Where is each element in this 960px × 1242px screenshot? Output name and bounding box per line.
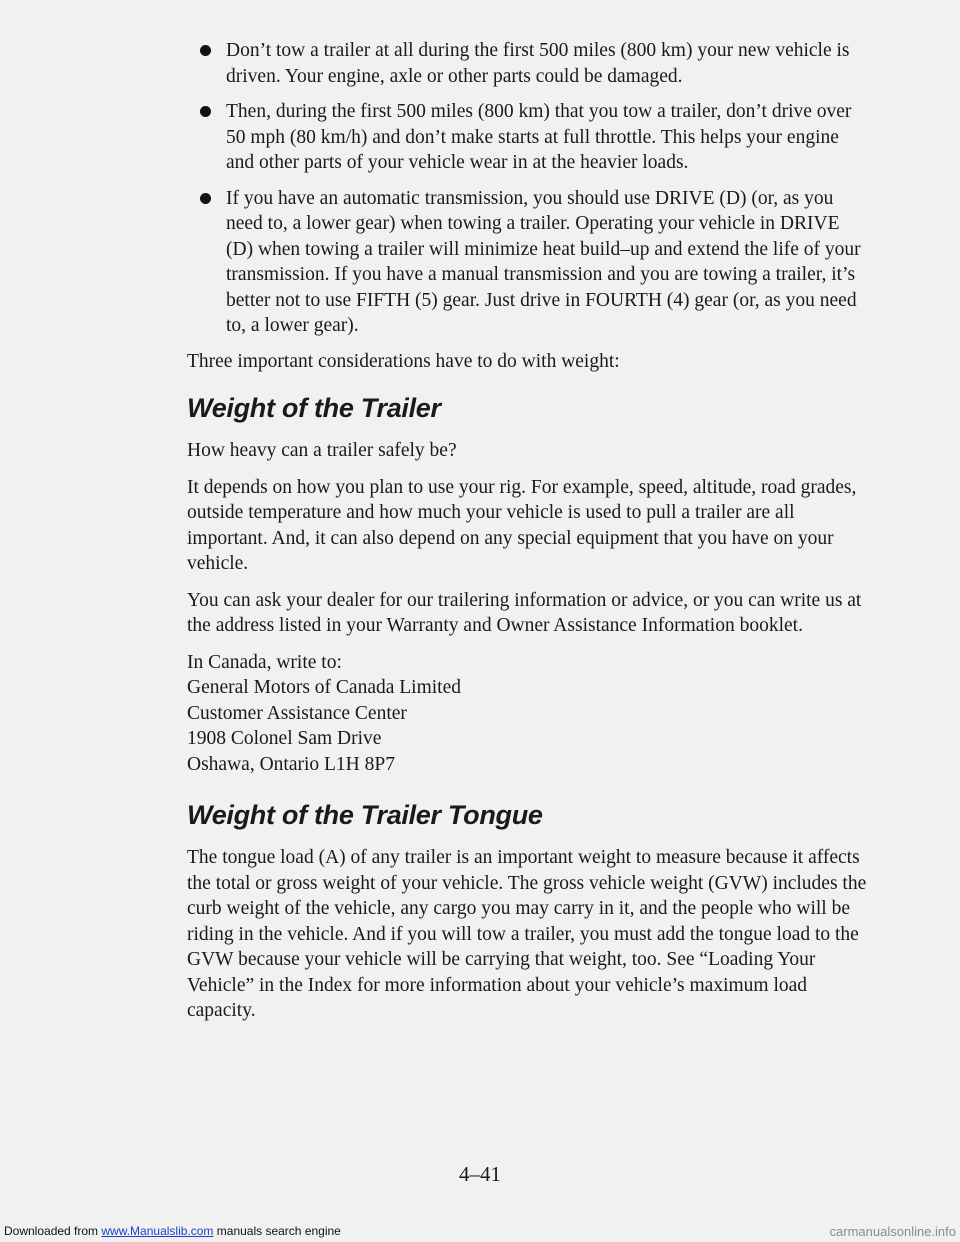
bullet-list (187, 38, 867, 339)
bullet-dot-icon (200, 45, 211, 56)
list-item (187, 38, 867, 89)
bullet-dot-icon (200, 106, 211, 117)
section-heading-trailer-weight: Weight of the Trailer (187, 393, 441, 423)
watermark-text: carmanualsonline.info (829, 1224, 956, 1239)
download-footer (0, 1221, 960, 1242)
question-paragraph: How heavy can a trailer safely be? (187, 440, 457, 461)
address-line: In Canada, write to: (187, 651, 342, 673)
bullet-text: Don’t tow a trailer at all during the first 500 miles (800 km) your new vehicle is driven. Your engine, axle or other parts could be damaged. (226, 40, 850, 87)
address-line: Oshawa, Ontario L1H 8P7 (187, 753, 395, 775)
page-content (187, 38, 867, 1035)
footer-suffix: manuals search engine (213, 1224, 341, 1238)
address-line: General Motors of Canada Limited (187, 677, 461, 698)
bullet-text: Then, during the first 500 miles (800 km) that you tow a trailer, don’t drive over 50 mph (80 km/h) and don’t make starts at full throttle. This helps your engine and other parts of your vehicle wear in at the heavier loads. (226, 101, 852, 173)
section-heading-tongue-weight: Weight of the Trailer Tongue (187, 800, 543, 830)
body-paragraph: The tongue load (A) of any trailer is an important weight to measure because it affects the total or gross weight of your vehicle. The gross vehicle weight (GVW) includes the curb weight of the vehicle, any cargo you may carry in it, and the people who will be riding in the vehicle. And if you will tow a trailer, you must add the tongue load to the GVW because your vehicle will be carrying that weight, too. See “Loading Your Vehicle” in the Index for more information about your vehicle’s maximum load capacity. (187, 847, 867, 1021)
list-item (187, 99, 867, 176)
intro-paragraph: Three important considerations have to do with weight: (187, 350, 620, 372)
address-line: Customer Assistance Center (187, 702, 407, 724)
footer-prefix: Downloaded from (4, 1224, 102, 1238)
bullet-dot-icon (200, 193, 211, 204)
bullet-text: If you have an automatic transmission, you should use DRIVE (D) (or, as you need to, a lower gear) when towing a trailer. Operating your vehicle in DRIVE (D) when towing a trailer will minimize heat build–up and extend the life of your transmission. If you have a manual transmission and you are towing a trailer, it’s better not to use FIFTH (5) gear. Just drive in FOURTH (4) gear (or, as you need to, a lower gear). (226, 187, 861, 336)
body-paragraph: You can ask your dealer for our trailering information or advice, or you can write us at the address listed in your Warranty and Owner Assistance Information booklet. (187, 589, 862, 636)
address-line: 1908 Colonel Sam Drive (187, 728, 382, 749)
list-item (187, 186, 867, 339)
manualslib-link[interactable]: www.Manualslib.com (101, 1224, 214, 1238)
body-paragraph: It depends on how you plan to use your rig. For example, speed, altitude, road grades, outside temperature and how much your vehicle is used to pull a trailer are all important. And, it can also depend on any special equipment that you have on your vehicle. (187, 476, 857, 574)
mailing-address (187, 650, 867, 778)
page-number: 4–41 (459, 1162, 501, 1186)
footer-source (4, 1221, 341, 1242)
